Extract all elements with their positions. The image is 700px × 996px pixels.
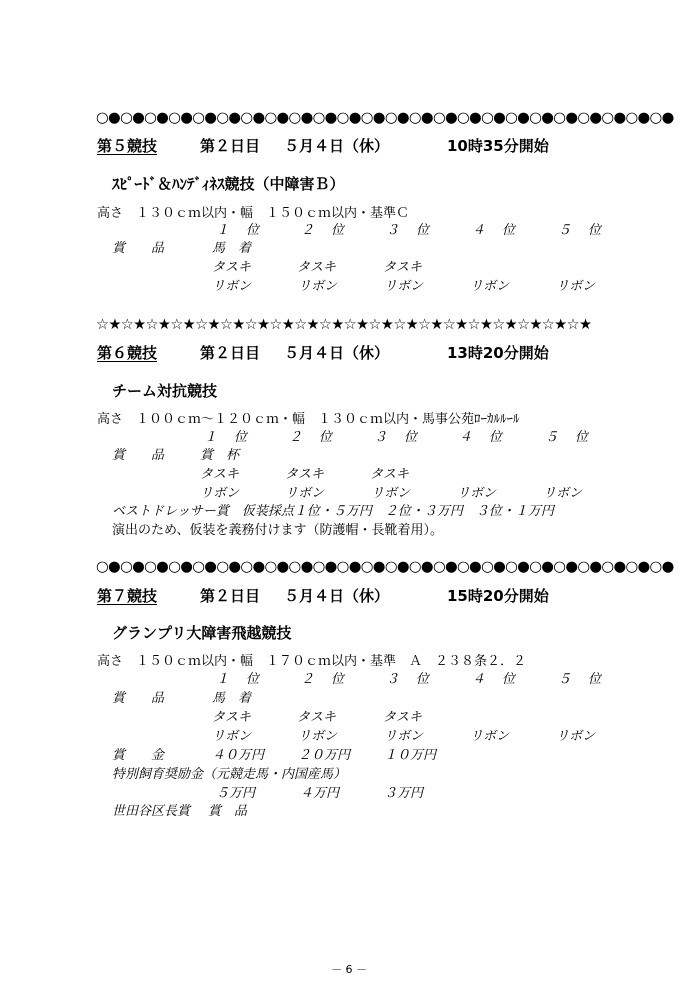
event-start-6: 13時20分開始 [447,344,549,362]
sash-2: タスキ [285,467,325,482]
event-day-6: 第２日目 [200,344,261,362]
ribbon-4: リボン [457,486,497,501]
ribbon-3: リボン [371,486,411,501]
prize-item-7: 馬 着 [212,691,252,706]
event-conditions-7: 高さ １５０ｃｍ以内・幅 １７０ｃｍ以内・基準 Ａ ２３８条２．２ [97,654,527,669]
place-4: ４ 位 [472,672,518,687]
place-1: １ 位 [216,223,262,238]
place-1: １ 位 [216,672,262,687]
place-1: １ 位 [204,430,250,445]
prize-label-7: 賞 品 [112,691,165,706]
event-number-5: 第５競技 [97,137,158,155]
breeding-incentive-3: ３万円 [384,786,424,801]
mayor-award-prize: 賞 品 [208,804,248,819]
border-circles-7: ○●○●○●○●○●○●○●○●○●○●○●○●○●○●○●○●○●○●○●○●○●○●○●○● [96,558,674,575]
sash-3: タスキ [370,467,410,482]
ribbon-2: リボン [285,486,325,501]
event-title-5: ｽﾋﾟｰﾄﾞ＆ﾊﾝﾃﾞｨﾈｽ競技（中障害Ｂ） [112,175,345,193]
sash-1: タスキ [200,467,240,482]
place-4: ４ 位 [459,430,505,445]
event-number-6: 第６競技 [97,344,158,362]
event-date-5: ５月４日（休） [284,137,390,155]
costume-note: 演出のため、仮装を義務付けます（防護帽・長靴着用）。 [112,523,443,538]
event-start-7: 15時20分開始 [447,587,549,605]
ribbon-2: リボン [298,279,338,294]
event-date-7: ５月４日（休） [284,587,390,605]
prize-money-3: １０万円 [384,748,437,763]
place-5: ５ 位 [545,430,591,445]
breeding-incentive-2: ４万円 [300,786,340,801]
page-number: － 6 － [331,963,367,976]
sash-1: タスキ [212,260,252,275]
place-2: ２ 位 [301,223,347,238]
breeding-incentive-label: 特別飼育奨励金（元競走馬・内国産馬） [112,767,347,782]
border-circles-5: ○●○●○●○●○●○●○●○●○●○●○●○●○●○●○●○●○●○●○●○●○●○●○●○● [96,109,674,126]
ribbon-1: リボン [212,729,252,744]
prize-item-6: 賞 杯 [200,448,240,463]
prize-item-5: 馬 着 [212,241,252,256]
prize-money-1: ４０万円 [212,748,265,763]
place-2: ２ 位 [301,672,347,687]
sash-2: タスキ [297,710,337,725]
ribbon-1: リボン [212,279,252,294]
place-3: ３ 位 [386,672,432,687]
ribbon-4: リボン [470,279,510,294]
event-conditions-5: 高さ １３０ｃｍ以内・幅 １５０ｃｍ以内・基準Ｃ [97,206,410,221]
sash-2: タスキ [297,260,337,275]
event-title-6: チーム対抗競技 [112,382,218,400]
ribbon-5: リボン [543,486,583,501]
place-3: ３ 位 [374,430,420,445]
border-stars-6: ☆★☆★☆★☆★☆★☆★☆★☆★☆★☆★☆★☆★☆★☆★☆★☆★☆★☆★☆★☆★ [96,316,592,333]
sash-1: タスキ [212,710,252,725]
ribbon-3: リボン [384,729,424,744]
place-4: ４ 位 [472,223,518,238]
event-title-7: グランプリ大障害飛越競技 [112,624,292,642]
prize-money-label: 賞 金 [112,748,165,763]
prize-money-2: ２０万円 [298,748,351,763]
mayor-award-label: 世田谷区長賞 [112,804,191,819]
event-conditions-6: 高さ １００ｃｍ～１２０ｃｍ・幅 １３０ｃｍ以内・馬事公苑ﾛｰｶﾙﾙｰﾙ [97,412,520,427]
place-5: ５ 位 [558,223,604,238]
sash-3: タスキ [383,260,423,275]
best-dresser-award: ベストドレッサー賞 仮装採点１位・５万円 ２位・３万円 ３位・１万円 [112,504,554,519]
place-2: ２ 位 [289,430,335,445]
ribbon-1: リボン [200,486,240,501]
event-date-6: ５月４日（休） [284,344,390,362]
place-3: ３ 位 [386,223,432,238]
ribbon-2: リボン [298,729,338,744]
prize-label-6: 賞 品 [112,448,165,463]
prize-label-5: 賞 品 [112,241,165,256]
ribbon-4: リボン [470,729,510,744]
event-start-5: 10時35分開始 [447,137,549,155]
event-day-7: 第２日目 [200,587,261,605]
event-day-5: 第２日目 [200,137,261,155]
event-number-7: 第７競技 [97,587,158,605]
place-5: ５ 位 [558,672,604,687]
ribbon-3: リボン [384,279,424,294]
ribbon-5: リボン [556,729,596,744]
breeding-incentive-1: ５万円 [216,786,256,801]
ribbon-5: リボン [556,279,596,294]
sash-3: タスキ [383,710,423,725]
